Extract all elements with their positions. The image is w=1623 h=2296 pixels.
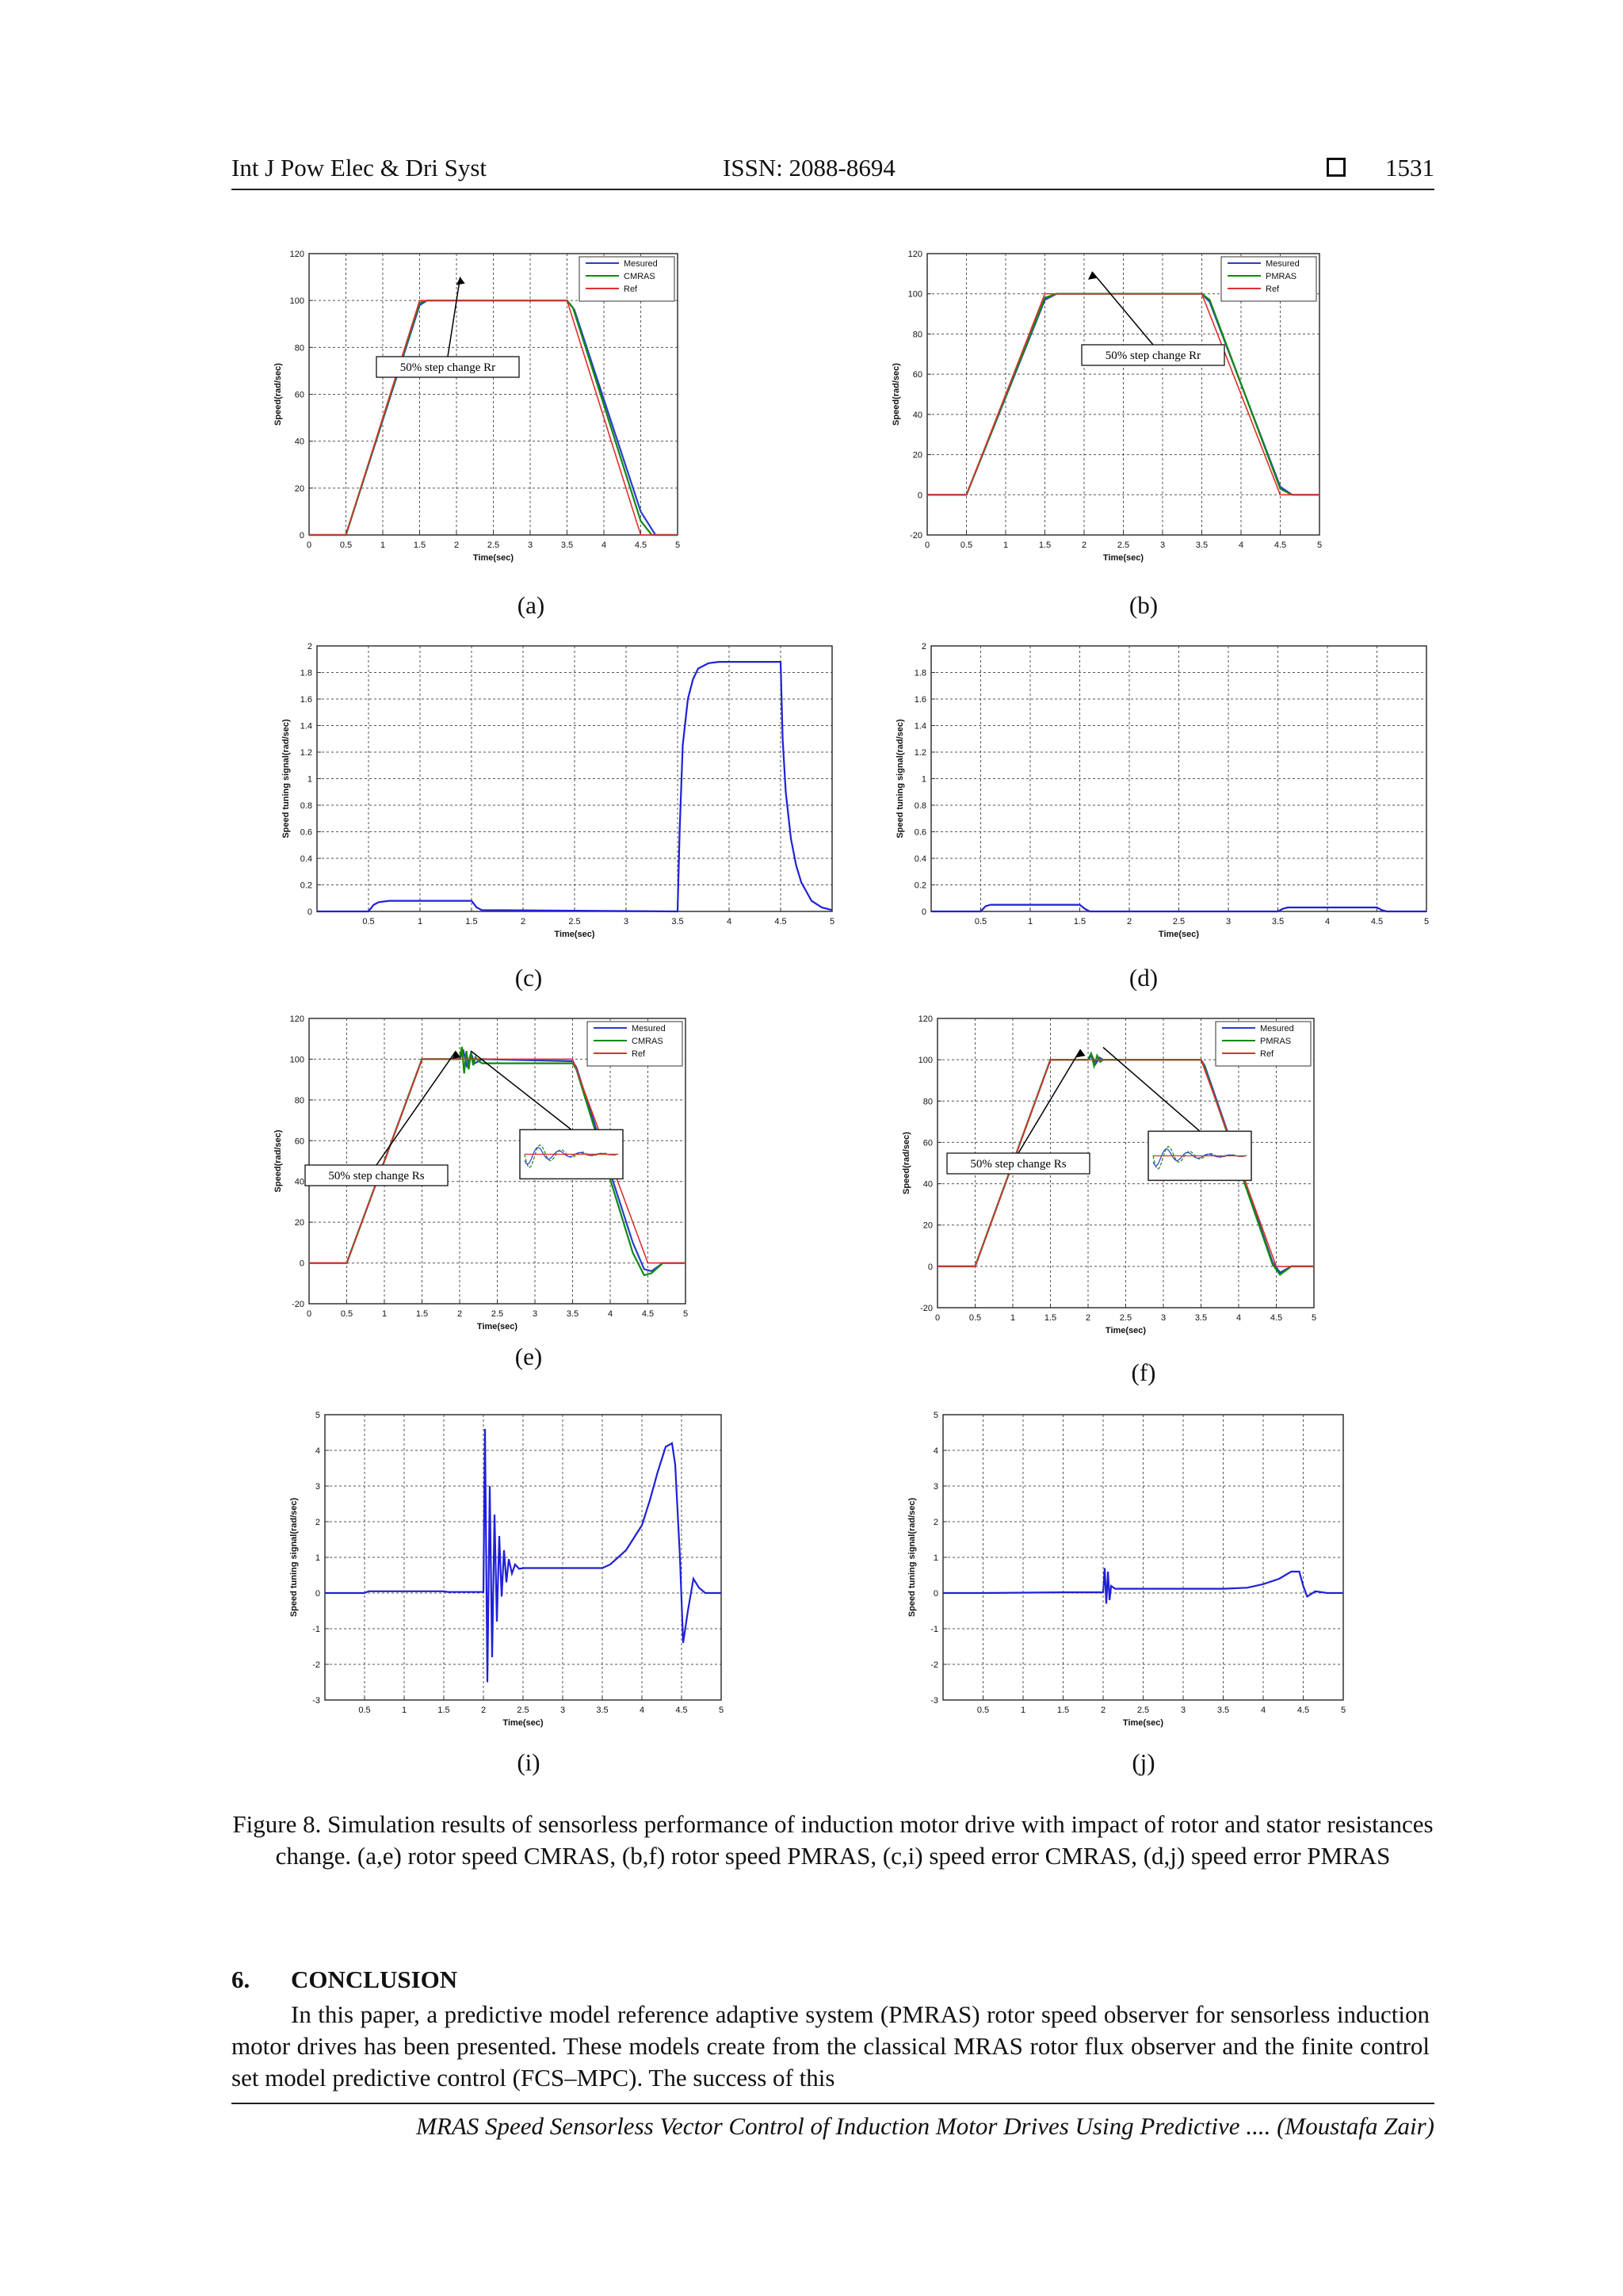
annotation-arrow (376, 1051, 456, 1165)
x-axis-label: Time(sec) (502, 1718, 544, 1728)
legend-entry: Mesured (632, 1024, 666, 1033)
y-tick-label: 0 (315, 1589, 320, 1599)
x-tick-label: 5 (1340, 1706, 1346, 1715)
y-tick-label: 3 (933, 1482, 938, 1492)
footer-title: MRAS Speed Sensorless Vector Control of Induction Motor Drives Using Predictive .... (Moustafa Zair) (416, 2112, 1434, 2140)
square-icon (1327, 158, 1346, 177)
figure-panel-c (269, 634, 848, 959)
x-tick-label: 4.5 (641, 1309, 655, 1319)
legend-entry: CMRAS (632, 1037, 663, 1046)
y-tick-label: 40 (922, 1179, 933, 1190)
figure-caption: Figure 8. Simulation results of sensorless performance of induction motor drive with impact of rotor and stator resistances change. (a,e) rotor speed CMRAS, (b,f) rotor speed PMRAS, (c,i) speed error CMRAS, (d,j) speed error PMRAS (232, 1810, 1434, 1870)
y-axis-label: Speed(rad/sec) (273, 1129, 283, 1193)
y-tick-label: 80 (912, 330, 922, 340)
y-tick-label: -3 (312, 1696, 320, 1706)
x-tick-label: 1.5 (1056, 1706, 1070, 1715)
x-tick-label: 2.5 (1119, 1313, 1132, 1323)
y-tick-label: 1.2 (300, 748, 312, 758)
y-axis-label: Speed(rad/sec) (902, 1132, 911, 1194)
chart-svg (269, 634, 848, 959)
x-tick-label: 5 (829, 917, 835, 926)
x-tick-label: 1.5 (415, 1309, 429, 1319)
x-tick-label: 1 (1002, 541, 1009, 550)
x-tick-label: 3.5 (1271, 917, 1285, 926)
x-axis-label: Time(sec) (1158, 930, 1200, 939)
y-tick-label: 60 (912, 370, 922, 380)
y-tick-label: 2 (315, 1518, 320, 1527)
y-tick-label: 120 (289, 250, 304, 259)
x-tick-label: 1.5 (437, 1706, 450, 1715)
y-tick-label: 4 (933, 1446, 938, 1456)
x-tick-label: 0.5 (968, 1313, 982, 1323)
y-tick-label: 1.2 (914, 748, 926, 758)
x-tick-label: 1.5 (1044, 1313, 1057, 1323)
y-tick-label: 100 (289, 1055, 304, 1065)
x-tick-label: 4 (1235, 1313, 1242, 1323)
body-paragraph: In this paper, a predictive model reference adaptive system (PMRAS) rotor speed observer for sensorless induction motor drives has been presented. These models create from the classical MRAS rotor flux observer and the finite control set model predictive control (FCS–MPC). The success of this (231, 2000, 1430, 2092)
annotation-text: 50% step change Rr (399, 361, 496, 374)
panel-label-a: (a) (517, 591, 545, 619)
y-tick-label: 0 (307, 907, 312, 917)
y-tick-label: 0 (933, 1589, 938, 1599)
y-tick-label: 100 (289, 296, 304, 307)
y-tick-label: 0.2 (300, 881, 312, 891)
x-tick-label: 1 (381, 1309, 388, 1319)
y-tick-label: 20 (922, 1221, 933, 1231)
x-tick-label: 0.5 (960, 541, 973, 550)
x-tick-label: 0.5 (340, 1309, 353, 1319)
x-tick-label: 2.5 (517, 1706, 529, 1715)
y-axis-label: Speed tuning signal(rad/sec) (281, 719, 291, 839)
grid-lines (931, 646, 1426, 911)
x-tick-label: 5 (682, 1309, 689, 1319)
y-tick-label: 80 (922, 1097, 933, 1107)
legend-entry: Ref (624, 285, 638, 294)
x-tick-label: 1 (1020, 1706, 1026, 1715)
figure-panel-a (262, 238, 785, 579)
x-tick-label: 2 (520, 917, 526, 926)
x-tick-label: 3 (1160, 1313, 1167, 1323)
x-tick-label: 0.5 (358, 1706, 371, 1715)
panel-label-j: (j) (1132, 1748, 1155, 1776)
y-tick-label: 0.8 (300, 801, 312, 811)
y-tick-label: 0.8 (914, 801, 926, 811)
chart-svg (884, 634, 1446, 959)
x-tick-label: 3.5 (596, 1706, 609, 1715)
x-tick-label: 3 (559, 1706, 566, 1715)
y-tick-label: 1.8 (914, 668, 926, 678)
y-tick-label: 20 (294, 1218, 304, 1228)
x-tick-label: 1 (401, 1706, 407, 1715)
legend-entry: Mesured (1266, 259, 1300, 269)
y-tick-label: 0.6 (914, 827, 926, 838)
y-tick-label: 2 (921, 642, 926, 651)
panel-label-c: (c) (514, 964, 543, 991)
x-tick-label: 1.5 (413, 541, 426, 550)
x-tick-label: 1 (1010, 1313, 1016, 1323)
x-axis-label: Time(sec) (476, 1322, 518, 1331)
panel-label-f: (f) (1131, 1358, 1156, 1386)
y-tick-label: 120 (907, 250, 922, 259)
chart-svg (892, 1007, 1383, 1347)
section-heading (231, 1966, 457, 1994)
y-tick-label: 4 (315, 1446, 320, 1456)
figure-panel-i (269, 1403, 745, 1736)
y-tick-label: 5 (933, 1411, 938, 1420)
x-tick-label: 0 (934, 1313, 941, 1323)
x-tick-label: 4 (639, 1706, 645, 1715)
y-tick-label: 80 (294, 343, 304, 353)
annotation-text: 50% step change Rr (1105, 350, 1201, 362)
y-axis-label: Speed tuning signal(rad/sec) (896, 719, 905, 839)
section-number: 6. (231, 1966, 250, 1993)
legend-entry: Ref (1260, 1049, 1274, 1059)
x-tick-label: 3 (532, 1309, 538, 1319)
x-tick-label: 5 (718, 1706, 724, 1715)
annotation-text: 50% step change Rs (328, 1170, 425, 1182)
x-axis-label: Time(sec) (554, 930, 595, 939)
x-tick-label: 2 (1081, 541, 1087, 550)
x-tick-label: 2.5 (568, 917, 581, 926)
issn: ISSN: 2088-8694 (723, 154, 896, 181)
chart-svg (269, 1403, 745, 1736)
x-tick-label: 0.5 (976, 1706, 990, 1715)
annotation-arrow (448, 277, 460, 357)
y-axis-label: Speed(rad/sec) (273, 363, 283, 426)
x-tick-label: 3 (1180, 1706, 1186, 1715)
x-tick-label: 2 (456, 1309, 463, 1319)
x-tick-label: 4.5 (774, 917, 787, 926)
x-tick-label: 1.5 (465, 917, 478, 926)
y-tick-label: 100 (907, 289, 922, 300)
y-axis-label: Speed(rad/sec) (892, 363, 901, 426)
figure-panel-b (880, 238, 1434, 579)
section-title: CONCLUSION (291, 1966, 458, 1993)
x-tick-label: 4 (607, 1309, 613, 1319)
y-tick-label: 1 (933, 1553, 938, 1563)
y-tick-label: 1.6 (914, 695, 926, 705)
y-tick-label: 20 (912, 450, 922, 460)
x-tick-label: 1.5 (1073, 917, 1086, 926)
y-tick-label: 2 (933, 1518, 938, 1527)
y-tick-label: 0.2 (914, 881, 926, 891)
x-tick-label: 3.5 (566, 1309, 579, 1319)
y-tick-label: 0 (917, 491, 922, 501)
x-tick-label: 3 (623, 917, 629, 926)
figure-panel-j (888, 1403, 1379, 1736)
chart-svg (888, 1403, 1379, 1736)
y-tick-label: 40 (294, 1177, 304, 1187)
y-tick-label: 120 (918, 1014, 933, 1024)
x-tick-label: 4 (726, 917, 732, 926)
y-tick-label: 0.4 (914, 854, 926, 864)
panel-label-i: (i) (517, 1748, 540, 1776)
x-tick-label: 0 (306, 1309, 312, 1319)
y-tick-label: 3 (315, 1482, 320, 1492)
x-tick-label: 4.5 (675, 1706, 688, 1715)
y-tick-label: -1 (930, 1625, 938, 1634)
y-tick-label: -2 (312, 1660, 320, 1670)
journal-name: Int J Pow Elec & Dri Syst (231, 154, 487, 181)
x-tick-label: 4 (1324, 917, 1331, 926)
x-tick-label: 2 (1126, 917, 1132, 926)
y-tick-label: 40 (912, 410, 922, 420)
x-tick-label: 1 (1027, 917, 1033, 926)
y-axis-label: Speed tuning signal(rad/sec) (289, 1497, 299, 1618)
x-tick-label: 0 (924, 541, 930, 550)
x-tick-label: 3 (1225, 917, 1232, 926)
y-tick-label: -3 (930, 1696, 938, 1706)
y-tick-label: 0.4 (300, 854, 312, 864)
figure-panel-e (262, 1007, 761, 1331)
x-tick-label: 1 (417, 917, 423, 926)
panel-label-d: (d) (1128, 964, 1159, 991)
x-tick-label: 3.5 (1216, 1706, 1230, 1715)
x-tick-label: 4 (1260, 1706, 1266, 1715)
x-tick-label: 1 (380, 541, 386, 550)
x-tick-label: 4.5 (634, 541, 647, 550)
y-tick-label: -20 (920, 1304, 933, 1313)
x-tick-label: 3.5 (671, 917, 684, 926)
x-tick-label: 1.5 (1038, 541, 1052, 550)
x-tick-label: 3.5 (1195, 541, 1209, 550)
x-tick-label: 3 (1159, 541, 1166, 550)
x-tick-label: 3.5 (560, 541, 574, 550)
figure-panel-f (892, 1007, 1383, 1347)
legend-entry: Mesured (1260, 1024, 1294, 1033)
y-tick-label: 120 (289, 1014, 304, 1024)
y-tick-label: 1.8 (300, 668, 312, 678)
y-tick-label: 60 (922, 1138, 933, 1148)
legend-entry: Mesured (624, 259, 658, 269)
x-tick-label: 3 (527, 541, 533, 550)
x-tick-label: 2.5 (491, 1309, 504, 1319)
x-tick-label: 0.5 (974, 917, 987, 926)
legend (587, 1022, 682, 1066)
legend-entry: Ref (1266, 285, 1280, 294)
x-tick-label: 2.5 (1172, 917, 1186, 926)
legend-entry: PMRAS (1266, 272, 1297, 281)
x-tick-label: 5 (1311, 1313, 1317, 1323)
y-tick-label: 0 (921, 907, 926, 917)
y-tick-label: 1.4 (300, 721, 312, 732)
y-tick-label: 100 (918, 1056, 933, 1066)
panel-label-b: (b) (1128, 591, 1159, 619)
y-tick-label: 1 (921, 774, 926, 785)
y-tick-label: 40 (294, 437, 304, 447)
y-tick-label: 5 (315, 1411, 320, 1420)
legend (1221, 257, 1316, 301)
y-tick-label: 0 (299, 531, 304, 541)
chart-svg (880, 238, 1434, 579)
y-tick-label: 0 (927, 1262, 933, 1272)
y-tick-label: 1.4 (914, 721, 926, 732)
x-tick-label: 4 (601, 541, 607, 550)
x-tick-label: 2.5 (1136, 1706, 1150, 1715)
x-axis-label: Time(sec) (1102, 553, 1144, 563)
grid-lines (943, 1415, 1343, 1700)
x-tick-label: 4.5 (1296, 1706, 1310, 1715)
x-tick-label: 0.5 (339, 541, 353, 550)
x-axis-label: Time(sec) (1105, 1326, 1147, 1335)
y-tick-label: 2 (307, 642, 312, 651)
x-tick-label: 4.5 (1270, 1313, 1283, 1323)
running-footer (231, 2103, 1434, 2140)
annotation-text: 50% step change Rs (970, 1158, 1067, 1171)
y-tick-label: 1 (307, 774, 312, 785)
y-tick-label: 20 (294, 483, 304, 494)
x-tick-label: 4 (1238, 541, 1244, 550)
running-header (231, 154, 1434, 190)
page-number: 1531 (1385, 154, 1434, 181)
arrow-head-icon (456, 277, 465, 285)
legend-entry: PMRAS (1260, 1037, 1292, 1046)
x-tick-label: 2 (453, 541, 460, 550)
x-tick-label: 4.5 (1370, 917, 1384, 926)
y-axis-label: Speed tuning signal(rad/sec) (907, 1497, 917, 1618)
x-tick-label: 4.5 (1274, 541, 1287, 550)
page-number-block (1327, 154, 1434, 182)
legend-entry: Ref (632, 1049, 646, 1059)
legend-entry: CMRAS (624, 272, 655, 281)
y-tick-label: 1.6 (300, 695, 312, 705)
y-tick-label: 0.6 (300, 827, 312, 838)
y-tick-label: -2 (930, 1660, 938, 1670)
chart-svg (262, 238, 785, 579)
x-tick-label: 2.5 (487, 541, 500, 550)
y-tick-label: 60 (294, 390, 304, 400)
y-tick-label: -20 (910, 531, 922, 541)
x-tick-label: 2 (1100, 1706, 1106, 1715)
grid-lines (317, 646, 832, 911)
x-axis-label: Time(sec) (472, 553, 514, 563)
x-tick-label: 2 (1085, 1313, 1091, 1323)
x-tick-label: 3.5 (1194, 1313, 1208, 1323)
y-tick-label: 0 (299, 1259, 304, 1269)
y-tick-label: -1 (312, 1625, 320, 1634)
x-tick-label: 5 (674, 541, 681, 550)
legend (579, 257, 674, 301)
y-tick-label: 1 (315, 1553, 320, 1563)
x-tick-label: 5 (1423, 917, 1430, 926)
x-tick-label: 0 (306, 541, 312, 550)
chart-svg (262, 1007, 761, 1331)
y-tick-label: 80 (294, 1095, 304, 1106)
panel-label-e: (e) (514, 1343, 543, 1370)
x-axis-label: Time(sec) (1122, 1718, 1164, 1728)
y-tick-label: -20 (292, 1300, 304, 1309)
x-tick-label: 0.5 (362, 917, 375, 926)
x-tick-label: 2.5 (1117, 541, 1130, 550)
x-tick-label: 5 (1316, 541, 1323, 550)
legend (1216, 1022, 1311, 1066)
y-tick-label: 60 (294, 1137, 304, 1147)
x-tick-label: 2 (480, 1706, 487, 1715)
figure-panel-d (884, 634, 1446, 959)
